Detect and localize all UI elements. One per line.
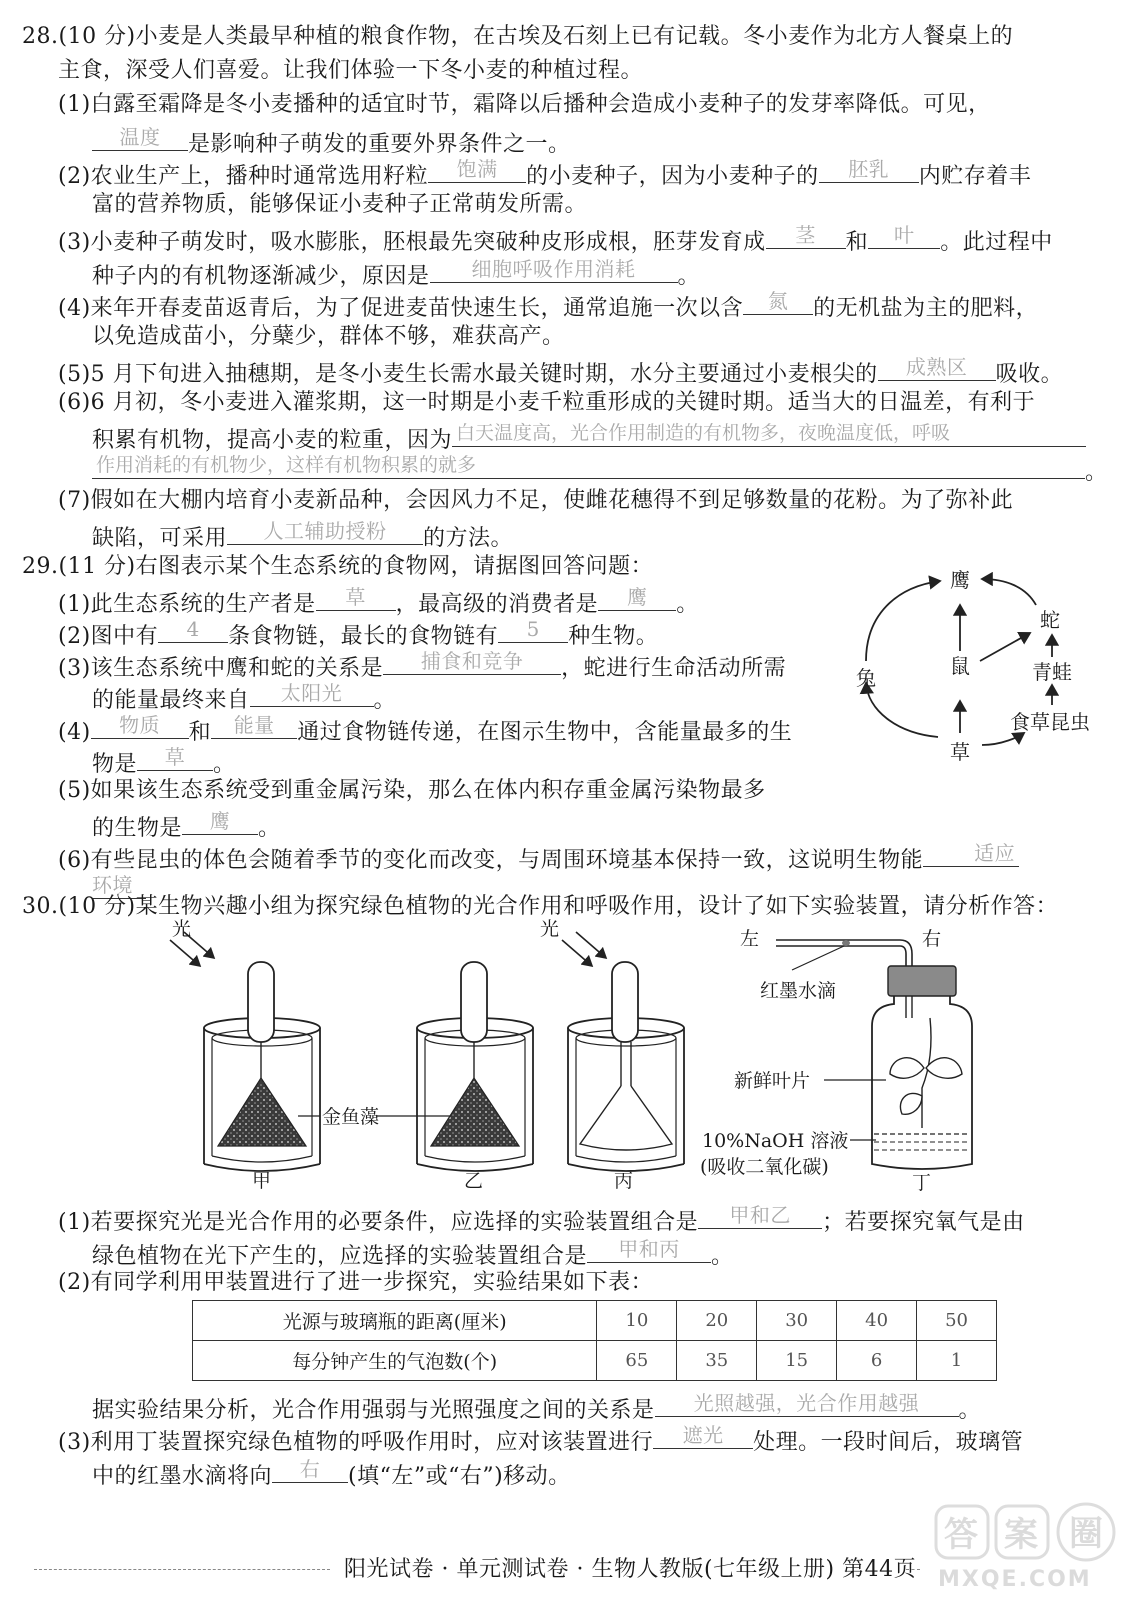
text: (1)此生态系统的生产者是: [58, 592, 316, 617]
label-jia: 甲: [252, 1170, 272, 1192]
table-row: [193, 1341, 997, 1381]
text: 绿色植物在光下产生的，应选择的实验装置组合是: [92, 1244, 588, 1269]
answer-blank[interactable]: 作用消耗的有机物少，这样有机物积累的就多: [92, 452, 1085, 479]
text: (填“左”或“右”)移动。: [348, 1464, 571, 1489]
q28-item-7-cont: [92, 518, 514, 551]
text: 。: [258, 816, 281, 841]
q29-item-3: [58, 648, 787, 681]
q29-item-3-cont: [92, 680, 397, 713]
watermark-graphic: [928, 1500, 1128, 1595]
q30-item-1: [58, 1202, 1025, 1235]
answer-blank[interactable]: 草: [316, 584, 396, 611]
table-row: [193, 1301, 997, 1341]
text: 的方法。: [423, 526, 514, 551]
footer-divider-right: [906, 1569, 920, 1570]
answer-blank[interactable]: 环境: [92, 872, 146, 899]
apparatus-drawing: [160, 918, 1000, 1190]
node-insect: 食草昆虫: [1010, 710, 1090, 734]
q28-item-7: (7)假如在大棚内培育小麦新品种，会因风力不足，使雌花穗得不到足够数量的花粉。为了弥补此: [58, 488, 1014, 513]
table-cell: 30: [757, 1301, 837, 1341]
q29-intro: 29.(11 分)右图表示某个生态系统的食物网，请据图回答问题：: [22, 554, 654, 579]
text: 。: [711, 1244, 734, 1269]
text: 的生物是: [92, 816, 183, 841]
node-eagle: 鹰: [950, 568, 970, 592]
text: 。: [676, 592, 699, 617]
naoh-note: (吸收二氧化碳): [700, 1156, 829, 1178]
q29-item-2: [58, 616, 659, 649]
answer-blank[interactable]: 饱满: [428, 156, 526, 183]
text: (6)有些昆虫的体色会随着季节的变化而改变，与周围环境基本保持一致，这说明生物能: [58, 848, 924, 873]
q29-item-6: [58, 840, 1019, 873]
text: (1)若要探究光是光合作用的必要条件，应选择的实验装置组合是: [58, 1210, 699, 1235]
answer-blank[interactable]: 鹰: [182, 808, 258, 835]
answer-blank[interactable]: 茎: [766, 222, 846, 249]
answer-blank[interactable]: 人工辅助授粉: [227, 518, 423, 545]
answer-blank[interactable]: 适应: [923, 840, 1019, 867]
leaf-label: 新鲜叶片: [734, 1070, 811, 1092]
node-snake: 蛇: [1040, 608, 1060, 632]
text: (2)图中有: [58, 624, 159, 649]
answer-blank[interactable]: 甲和乙: [698, 1202, 822, 1229]
q30-item-2-cont: [92, 1390, 982, 1423]
text: 和: [845, 230, 869, 255]
q29-item-5-cont: [92, 808, 281, 841]
node-mouse: 鼠: [950, 654, 970, 678]
answer-blank[interactable]: 成熟区: [878, 354, 996, 381]
q28-item-4-cont: 以免造成苗小，分蘖少，群体不够，难获高产。: [92, 324, 565, 349]
text: ，最高级的消费者是: [395, 592, 599, 617]
text: 处理。一段时间后，玻璃管: [753, 1430, 1024, 1455]
text: 积累有机物，提高小麦的粒重，因为: [92, 428, 453, 453]
text: 。: [958, 1398, 982, 1423]
table-cell: 10: [597, 1301, 677, 1341]
experiment-apparatus-figure: [160, 918, 1000, 1194]
svg-text:案: 案: [1004, 1515, 1038, 1555]
q29-item-5: (5)如果该生态系统受到重金属污染，那么在体内积存重金属污染物最多: [58, 778, 766, 803]
text: ；若要探究氧气是由: [822, 1210, 1025, 1235]
text: (5)5 月下旬进入抽穗期，是冬小麦生长需水最关键时期，水分主要通过小麦根尖的: [58, 362, 878, 387]
q28-item-6-cont-2: [92, 452, 1108, 485]
q28-item-3-cont: [92, 256, 701, 289]
watermark-logo: [928, 1500, 1128, 1595]
text: 物是: [92, 752, 138, 777]
q28-item-2: [58, 156, 1032, 189]
ink-drop-label: 红墨水滴: [760, 980, 837, 1002]
answer-blank[interactable]: 氮: [743, 288, 813, 315]
answer-blank[interactable]: 遮光: [653, 1422, 753, 1449]
answer-blank[interactable]: 5: [498, 616, 568, 643]
table-cell: 65: [597, 1341, 677, 1381]
answer-blank[interactable]: 捕食和竞争: [383, 648, 561, 675]
beaker-bing: [562, 932, 684, 1171]
node-grass: 草: [950, 740, 970, 764]
results-table: [192, 1300, 997, 1381]
text: 。: [677, 264, 701, 289]
table-cell: 40: [837, 1301, 917, 1341]
answer-blank[interactable]: 草: [137, 744, 213, 771]
text: 条食物链，最长的食物链有: [228, 624, 499, 649]
footer-divider-left: [34, 1569, 330, 1570]
q30-intro: 30.(10 分)某生物兴趣小组为探究绿色植物的光合作用和呼吸作用，设计了如下实验装置，请分析作答：: [22, 894, 1059, 919]
answer-blank[interactable]: 叶: [868, 222, 940, 249]
footer-text: 阳光试卷 · 单元测试卷 · 生物人教版(七年级上册) 第44页: [344, 1557, 917, 1582]
answer-blank[interactable]: 白天温度高，光合作用制造的有机物多，夜晚温度低，呼吸: [452, 420, 1086, 447]
text: 缺陷，可采用: [92, 526, 228, 551]
answer-blank[interactable]: 光照越强，光合作用越强: [655, 1390, 959, 1417]
text: 中的红墨水滴将向: [92, 1464, 273, 1489]
q28-item-2-cont: 富的营养物质，能够保证小麦种子正常萌发所需。: [92, 192, 588, 217]
q30-item-3: [58, 1422, 1024, 1455]
text: 。: [1085, 460, 1108, 485]
table-cell: 15: [757, 1341, 837, 1381]
tube-left-label: 左: [740, 928, 760, 950]
q30-item-1-cont: [92, 1236, 734, 1269]
node-frog: 青蛙: [1032, 660, 1072, 684]
text: 是影响种子萌发的重要外界条件之一。: [188, 132, 571, 157]
text: (3)该生态系统中鹰和蛇的关系是: [58, 656, 384, 681]
text: 和: [188, 720, 212, 745]
answer-blank[interactable]: 甲和丙: [587, 1236, 711, 1263]
answer-blank[interactable]: 物质: [91, 712, 189, 739]
q30-item-3-cont: [92, 1456, 571, 1489]
text: 据实验结果分析，光合作用强弱与光照强度之间的关系是: [92, 1398, 655, 1423]
naoh-label: 10%NaOH 溶液: [702, 1130, 849, 1152]
answer-blank[interactable]: 鹰: [598, 584, 676, 611]
table-cell: 50: [917, 1301, 997, 1341]
label-yi: 乙: [464, 1170, 484, 1192]
q29-item-1: [58, 584, 699, 617]
beaker-jia: [170, 932, 320, 1171]
text: 。此过程中: [940, 230, 1053, 255]
svg-text:答: 答: [944, 1515, 978, 1555]
answer-blank[interactable]: 能量: [211, 712, 297, 739]
q28-item-1-cont: [92, 124, 571, 157]
text: 。: [213, 752, 236, 777]
text: (4)来年开春麦苗返青后，为了促进麦苗快速生长，通常追施一次以含: [58, 296, 744, 321]
q28-item-5: [58, 354, 1064, 387]
text: 通过食物链传递，在图示生物中，含能量最多的生: [297, 720, 793, 745]
label-bing: 丙: [614, 1170, 634, 1192]
text: (4): [58, 720, 91, 745]
text: 吸收。: [995, 362, 1064, 387]
answer-blank[interactable]: 细胞呼吸作用消耗: [430, 256, 678, 283]
text: (2)农业生产上，播种时通常选用籽粒: [58, 164, 429, 189]
table-row-head: 光源与玻璃瓶的距离(厘米): [193, 1301, 597, 1341]
answer-blank[interactable]: 温度: [92, 124, 188, 151]
answer-blank[interactable]: 4: [158, 616, 228, 643]
table-cell: 6: [837, 1341, 917, 1381]
q28-item-6: (6)6 月初，冬小麦进入灌浆期，这一时期是小麦千粒重形成的关键时期。适当大的日温差，有利于: [58, 390, 1036, 415]
table-cell: 35: [677, 1341, 757, 1381]
q28-intro-line-2: 主食，深受人们喜爱。让我们体验一下冬小麦的种植过程。: [58, 58, 644, 83]
answer-blank[interactable]: 右: [272, 1456, 348, 1483]
q28-item-6-cont: [92, 420, 1086, 453]
svg-text:MXQE.COM: MXQE.COM: [938, 1567, 1092, 1592]
text: 种生物。: [568, 624, 659, 649]
q28-item-3: [58, 222, 1053, 255]
text: ，蛇进行生命活动所需: [561, 656, 787, 681]
light-label-bing: 光: [540, 918, 560, 940]
food-web-arrows: [856, 565, 1126, 780]
text: 内贮存着丰: [918, 164, 1032, 189]
q29-item-4-cont: [92, 744, 236, 777]
node-rabbit: 兔: [856, 666, 876, 690]
text: 种子内的有机物逐渐减少，原因是: [92, 264, 430, 289]
text: 。: [373, 688, 397, 713]
q30-item-2: (2)有同学利用甲装置进行了进一步探究，实验结果如下表：: [58, 1270, 654, 1295]
svg-text:圈: 圈: [1069, 1514, 1103, 1554]
text: 的小麦种子，因为小麦种子的: [526, 164, 819, 189]
beaker-yi: [417, 962, 533, 1171]
answer-blank[interactable]: 太阳光: [250, 680, 374, 707]
text: 的无机盐为主的肥料，: [813, 296, 1039, 321]
table-row-head: 每分钟产生的气泡数(个): [193, 1341, 597, 1381]
q28-item-1: (1)白露至霜降是冬小麦播种的适宜时节，霜降以后播种会造成小麦种子的发芽率降低。可见，: [58, 92, 991, 117]
text: (3)小麦种子萌发时，吸水膨胀，胚根最先突破种皮形成根，胚芽发育成: [58, 230, 766, 255]
table-cell: 20: [677, 1301, 757, 1341]
tube-right-label: 右: [922, 928, 942, 950]
light-label-jia: 光: [172, 918, 192, 940]
q28-item-4: [58, 288, 1039, 321]
q29-item-4: [58, 712, 793, 745]
table-cell: 1: [917, 1341, 997, 1381]
answer-blank[interactable]: 胚乳: [819, 156, 919, 183]
food-web-diagram: [856, 565, 1126, 780]
label-ding: 丁: [912, 1172, 932, 1194]
text: 的能量最终来自: [92, 688, 250, 713]
text: (3)利用丁装置探究绿色植物的呼吸作用时，应对该装置进行: [58, 1430, 654, 1455]
q28-intro-line-1: 28.(10 分)小麦是人类最早种植的粮食作物，在古埃及石刻上已有记载。冬小麦作为北方人餐桌上的: [22, 24, 1014, 49]
alga-label: 金鱼藻: [322, 1106, 380, 1128]
